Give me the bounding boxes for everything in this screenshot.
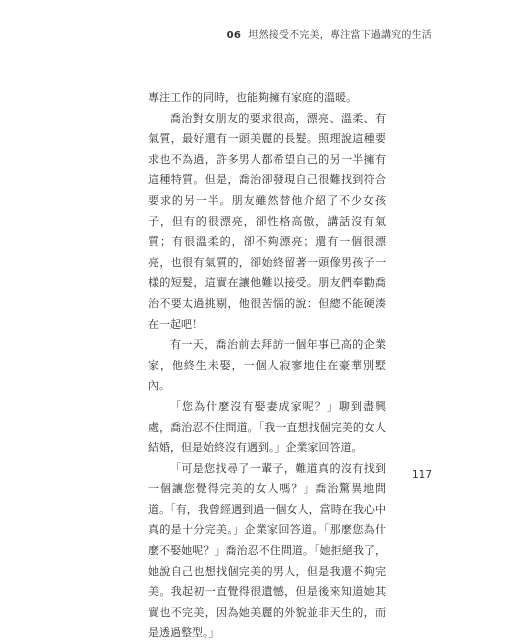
running-header: [227, 26, 432, 41]
chapter-number: 06: [226, 30, 241, 41]
paragraph: 有一天，喬治前去拜訪一個年事已高的企業家，他終生未娶，一個人寂寥地住在豪華別墅內。: [148, 338, 386, 393]
paragraph: 「可是您找尋了一輩子，難道真的沒有找到一個讓您覺得完美的女人嗎？」喬治驚異地問道。「有，我曾經遇到過一個女人，當時在我心中真的是十分完美。」企業家回答道。「那麼您為什麼不娶她呢？」喬治忍不住問道。「她拒絕我了，她說自己也想找個完美的男人，但是我還不夠完美。我起初一直覺得很遺憾，但是後來知道她其實也不完美，因為她美麗的外貌並非天生的，而是透過整型。」: [148, 461, 386, 640]
paragraph: 「您為什麼沒有娶妻成家呢？」聊到盡興處，喬治忍不住問道。「我一直想找個完美的女人結婚，但是始終沒有遇到。」企業家回答道。: [148, 399, 386, 455]
body-text: [148, 88, 386, 644]
paragraph: 專注工作的同時，也能夠擁有家庭的溫暖。: [148, 91, 357, 104]
paragraph: 喬治對女朋友的要求很高，漂亮、溫柔、有氣質，最好還有一頭美麗的長髮。照理說這種要求也不為過，許多男人都希望自己的另一半擁有這種特質。但是，喬治卻發現自己很難找到符合要求的另一半。朋友雖然替他介紹了不少女孩子，但有的很漂亮，卻性格高傲，講話沒有氣質；有很溫柔的，卻不夠漂亮；還有一個很漂亮，也很有氣質的，卻始終留著一頭像男孩子一樣的短髮，這實在讓他難以接受。朋友們奉勸喬治不要太過挑剔，他很苦惱的說：但總不能硬湊在一起吧！: [148, 111, 386, 331]
page-number: 117: [411, 469, 432, 481]
chapter-title: 坦然接受不完美，專注當下過講究的生活: [248, 30, 432, 41]
